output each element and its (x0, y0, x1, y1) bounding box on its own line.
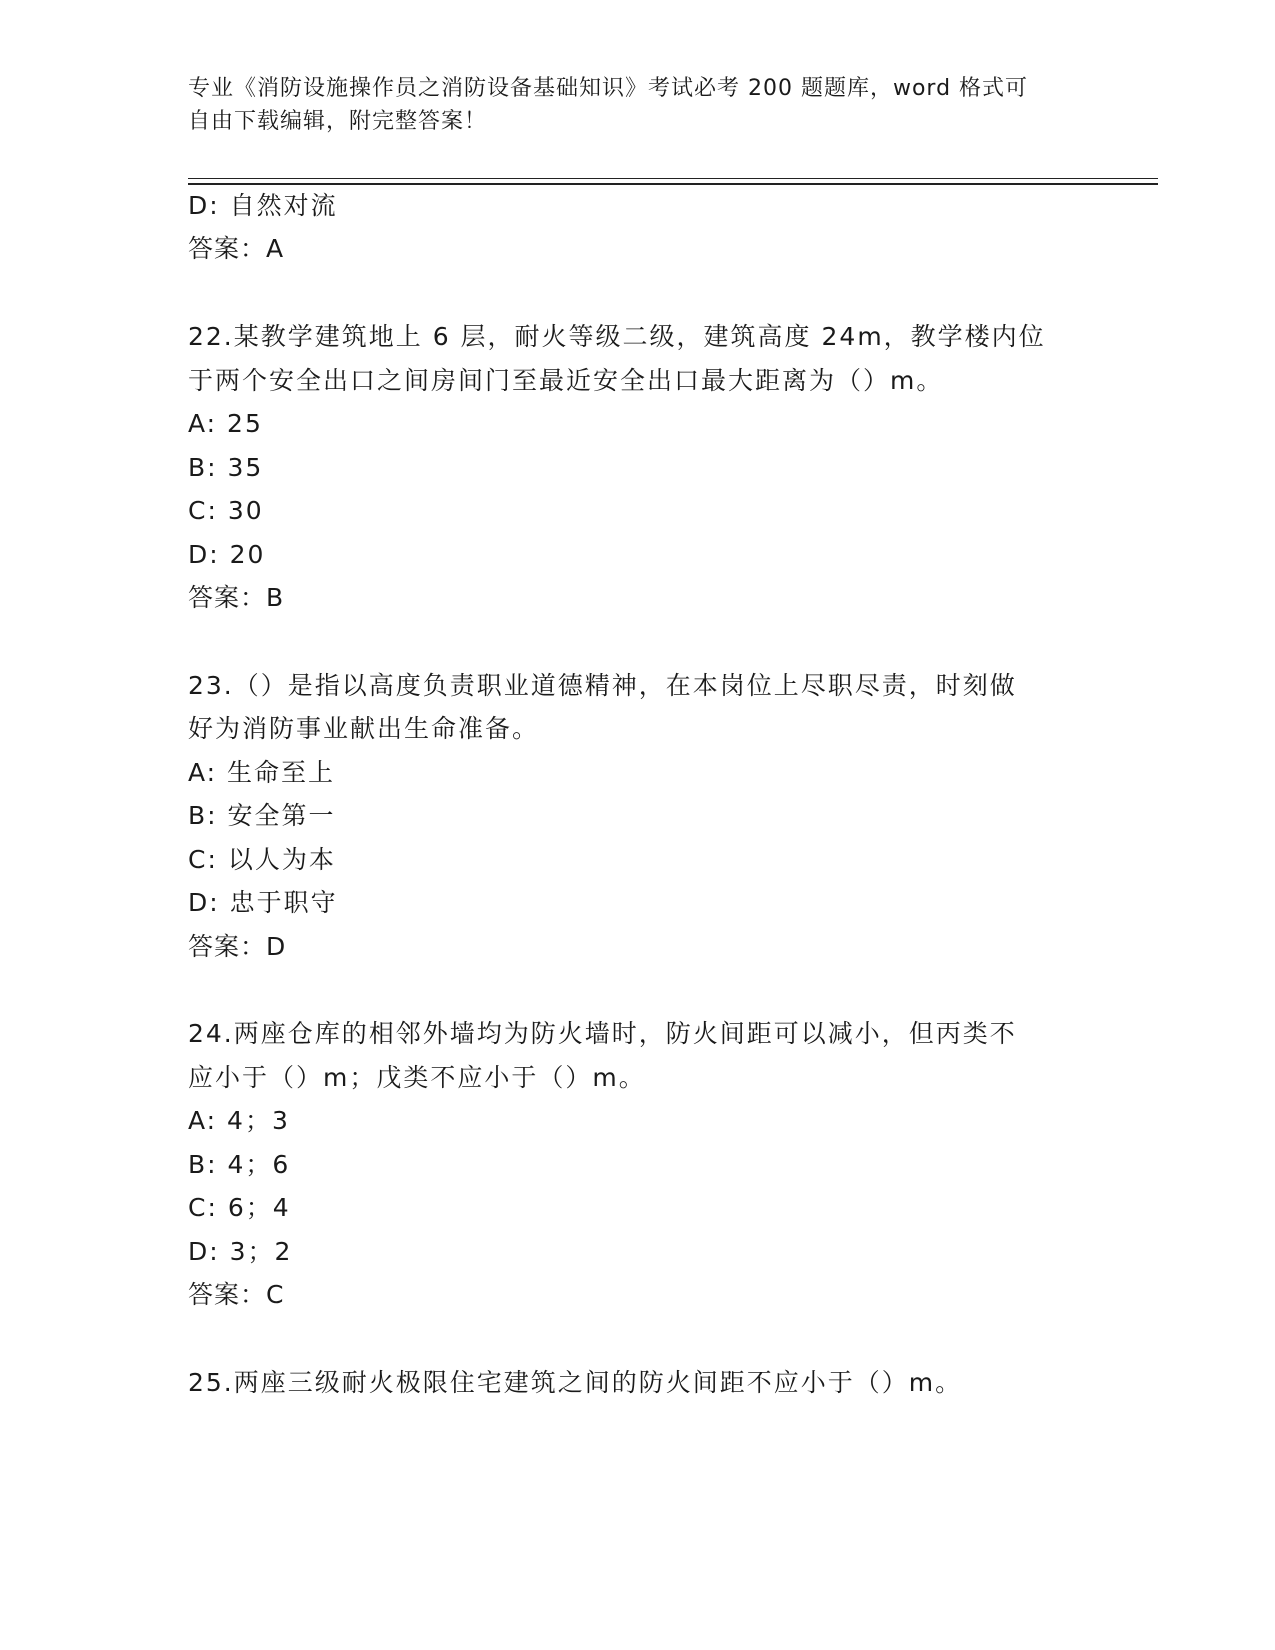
q23-stem-line2: 好为消防事业献出生命准备。 (188, 714, 540, 743)
q24-option-b: B: 4；6 (188, 1150, 291, 1179)
q22-option-b: B: 35 (188, 453, 264, 482)
q23-option-c: C: 以人为本 (188, 845, 336, 874)
q23-option-a: A: 生命至上 (188, 758, 336, 787)
q24-option-d: D: 3；2 (188, 1237, 293, 1266)
q24-option-a: A: 4；3 (188, 1106, 290, 1135)
q23-option-d: D: 忠于职守 (188, 888, 338, 917)
header-title-line2: 自由下载编辑，附完整答案！ (188, 109, 488, 134)
header-title-line1: 专业《消防设施操作员之消防设备基础知识》考试必考 200 题题库，word 格式可 (188, 76, 1029, 101)
q22-option-c: C: 30 (188, 496, 264, 525)
q22-option-d: D: 20 (188, 540, 266, 569)
q22-stem-line1: 22.某教学建筑地上 6 层，耐火等级二级，建筑高度 24m，教学楼内位 (188, 322, 1046, 351)
q21-answer: 答案：A (188, 234, 285, 263)
q21-option-d: D: 自然对流 (188, 191, 338, 220)
q25-stem-line1: 25.两座三级耐火极限住宅建筑之间的防火间距不应小于（）m。 (188, 1368, 963, 1397)
q23-stem-line1: 23.（）是指以高度负责职业道德精神，在本岗位上尽职尽责，时刻做 (188, 671, 1017, 700)
q23-option-b: B: 安全第一 (188, 801, 336, 830)
header-divider-thin (188, 178, 1158, 179)
q22-stem-line2: 于两个安全出口之间房间门至最近安全出口最大距离为（）m。 (188, 366, 944, 395)
document-header (188, 72, 1068, 138)
header-divider-thick (188, 183, 1158, 185)
q24-stem-line2: 应小于（）m；戊类不应小于（）m。 (188, 1063, 646, 1092)
q23-answer: 答案：D (188, 932, 287, 961)
q24-answer: 答案：C (188, 1280, 285, 1309)
q24-option-c: C: 6；4 (188, 1193, 291, 1222)
q22-answer: 答案：B (188, 583, 285, 612)
q22-option-a: A: 25 (188, 409, 263, 438)
q24-stem-line1: 24.两座仓库的相邻外墙均为防火墙时，防火间距可以减小，但丙类不 (188, 1019, 1017, 1048)
